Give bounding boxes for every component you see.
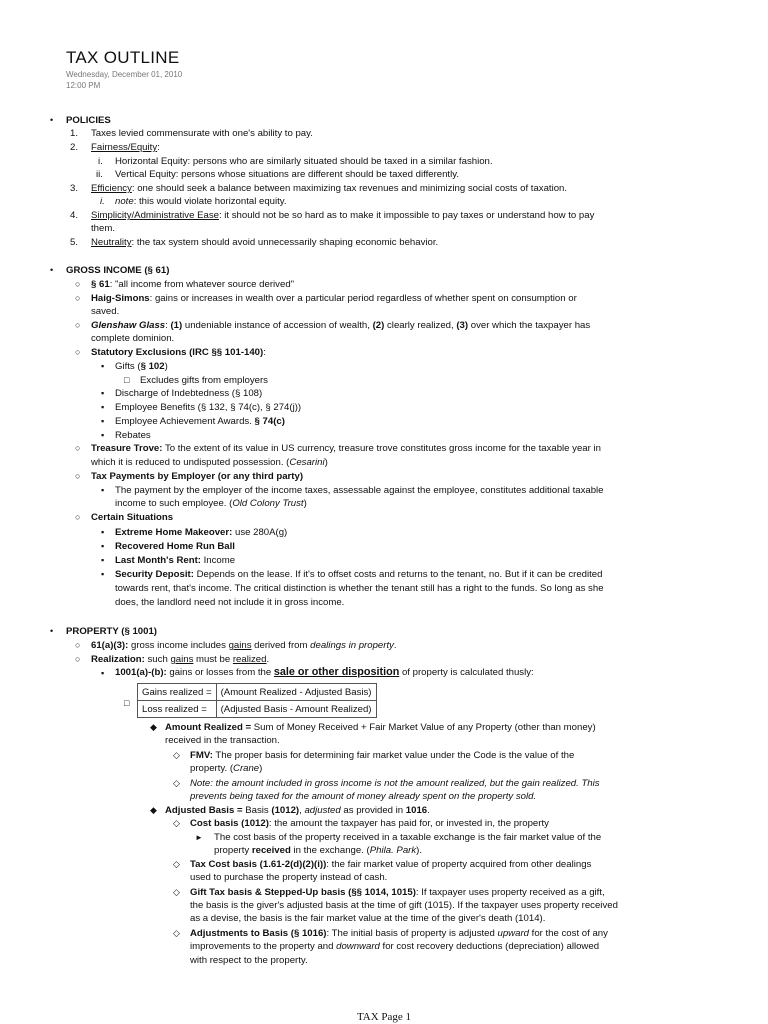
open-diamond-bullet-icon: ◇ <box>173 750 180 760</box>
property-item-61a3: 61(a)(3): gross income includes gains derived from dealings in property. <box>91 640 397 651</box>
situation-home-run-ball: Recovered Home Run Ball <box>115 541 235 552</box>
gross-item-certain-situations: Certain Situations <box>91 512 174 523</box>
policy-item-3a: note: this would violate horizontal equity. <box>115 196 287 207</box>
square-bullet-icon: ▪ <box>101 402 105 412</box>
circle-bullet-icon: ○ <box>75 293 81 303</box>
note-line-1: Note: the amount included in gross income is not the amount realized, but the gain realized. This <box>190 778 600 789</box>
gross-item-s61: § 61: "all income from whatever source derived" <box>91 279 295 290</box>
situation-extreme-makeover: Extreme Home Makeover: use 280A(g) <box>115 527 288 538</box>
tax-cost-basis-cont: used to purchase the property instead of cash. <box>190 872 388 883</box>
bullet-icon: • <box>50 265 54 275</box>
bullet-icon: • <box>50 626 54 636</box>
list-number: 2. <box>70 142 79 153</box>
diamond-bullet-icon: ◆ <box>150 722 157 732</box>
gross-item-treasure-trove: Treasure Trove: To the extent of its value in US currency, treasure trove constitutes gross income for the taxable year in <box>91 443 601 454</box>
list-number: i. <box>98 156 103 167</box>
circle-bullet-icon: ○ <box>75 279 81 289</box>
policy-item-5: Neutrality: the tax system should avoid unnecessarily shaping economic behavior. <box>91 237 439 248</box>
circle-bullet-icon: ○ <box>75 654 81 664</box>
policy-item-2a: Horizontal Equity: persons who are similarly situated should be taxed in a similar fashion. <box>115 156 493 167</box>
circle-bullet-icon: ○ <box>75 320 81 330</box>
list-number: 3. <box>70 183 79 194</box>
gross-item-glenshaw-glass: Glenshaw Glass: (1) undeniable instance of accession of wealth, (2) clearly realized, (3) over which the taxpayer has <box>91 320 591 331</box>
square-bullet-icon: ▪ <box>101 388 105 398</box>
open-diamond-bullet-icon: ◇ <box>173 859 180 869</box>
section-heading-policies: POLICIES <box>66 115 111 126</box>
page-time: 12:00 PM <box>66 81 101 90</box>
gross-item-statutory-exclusions: Statutory Exclusions (IRC §§ 101-140): <box>91 347 266 358</box>
gift-tax-basis-cont2: as a devise, the basis is the fair market value at the time of the giver's death (1014). <box>190 913 546 924</box>
checkbox-icon: □ <box>124 698 130 708</box>
cost-basis-sub-cont: property received in the exchange. (Phila. Park). <box>214 845 423 856</box>
square-bullet-icon: ▪ <box>101 569 105 579</box>
gross-item-glenshaw-glass-cont: complete dominion. <box>91 333 175 344</box>
open-diamond-bullet-icon: ◇ <box>173 887 180 897</box>
situation-security-deposit: Security Deposit: Depends on the lease. If it's to offset costs and returns to the tenant, no. But if it can be credited <box>115 569 603 580</box>
adjustments-to-basis-cont1: improvements to the property and downward for cost recovery deductions (depreciation) allowed <box>190 941 600 952</box>
circle-bullet-icon: ○ <box>75 443 81 453</box>
square-bullet-icon: ▪ <box>101 430 105 440</box>
arrow-bullet-icon: ► <box>195 833 203 842</box>
amount-realized: Amount Realized = Sum of Money Received + Fair Market Value of any Property (other than money) <box>165 722 596 733</box>
situation-security-deposit-cont2: does, the landlord need not include it in gross income. <box>115 597 345 608</box>
policy-item-1: Taxes levied commensurate with one's ability to pay. <box>91 128 313 139</box>
circle-bullet-icon: ○ <box>75 640 81 650</box>
property-item-1001: 1001(a)-(b): gains or losses from the sale or other disposition of property is calculated thusly: <box>115 666 534 678</box>
list-number: 5. <box>70 237 79 248</box>
note-line-2: prevents being taxed for the amount of money already spent on the property sold. <box>190 791 537 802</box>
table-row <box>138 684 377 701</box>
adjustments-to-basis-cont2: with respect to the property. <box>190 955 308 966</box>
table-cell: (Amount Realized - Adjusted Basis) <box>216 684 376 701</box>
exclusion-employee-benefits: Employee Benefits (§ 132, § 74(c), § 274(j)) <box>115 402 302 413</box>
exclusion-achievement-awards: Employee Achievement Awards. § 74(c) <box>115 416 285 427</box>
square-bullet-icon: ▪ <box>101 416 105 426</box>
exclusion-gifts: Gifts (§ 102) <box>115 361 168 372</box>
gross-item-haig-simons-cont: saved. <box>91 306 120 317</box>
policy-item-4: Simplicity/Administrative Ease: it should not be so hard as to make it impossible to pay taxes or understand how to pay <box>91 210 595 221</box>
square-bullet-icon: ▪ <box>101 541 105 551</box>
page-footer: TAX Page 1 <box>356 1011 412 1023</box>
policy-item-3: Efficiency: one should seek a balance between maximizing tax revenues and minimizing social costs of taxation. <box>91 183 568 194</box>
policy-item-2: Fairness/Equity: <box>91 142 160 153</box>
amount-realized-cont: received in the transaction. <box>165 735 280 746</box>
gross-item-tax-payments: Tax Payments by Employer (or any third party) <box>91 471 304 482</box>
cost-basis-sub: The cost basis of the property received in a taxable exchange is the fair market value of the <box>214 832 602 843</box>
table-cell: (Adjusted Basis - Amount Realized) <box>216 701 376 718</box>
open-diamond-bullet-icon: ◇ <box>173 928 180 938</box>
adjusted-basis: Adjusted Basis = Basis (1012), adjusted as provided in 1016. <box>165 805 430 816</box>
situation-last-month-rent: Last Month's Rent: Income <box>115 555 236 566</box>
policy-item-4-cont: them. <box>91 223 115 234</box>
gain-loss-table <box>137 683 377 718</box>
section-heading-gross-income: GROSS INCOME (§ 61) <box>66 265 170 276</box>
property-item-realization: Realization: such gains must be realized. <box>91 654 270 665</box>
square-bullet-icon: ▪ <box>101 668 105 678</box>
page-title: TAX OUTLINE <box>66 48 180 67</box>
exclusion-discharge: Discharge of Indebtedness (§ 108) <box>115 388 263 399</box>
gift-tax-basis-cont1: the basis is the giver's adjusted basis at the time of gift (1015). If the taxpayer uses property received <box>190 900 618 911</box>
square-bullet-icon: ▪ <box>101 361 105 371</box>
table-row <box>138 701 377 718</box>
cost-basis: Cost basis (1012): the amount the taxpayer has paid for, or invested in, the property <box>190 818 549 829</box>
list-number: 4. <box>70 210 79 221</box>
table-cell: Gains realized = <box>138 684 217 701</box>
tax-cost-basis: Tax Cost basis (1.61-2(d)(2)(i)): the fair market value of property acquired from other dealings <box>190 859 592 870</box>
section-heading-property: PROPERTY (§ 1001) <box>66 626 157 637</box>
square-bullet-icon: ▪ <box>101 527 105 537</box>
gross-item-haig-simons: Haig-Simons: gains or increases in wealth over a particular period regardless of whether spent on consumption or <box>91 293 577 304</box>
situation-security-deposit-cont1: towards rent, that's income. The critical distinction is whether the tenant still has a right to the funds. So long as she <box>115 583 604 594</box>
tax-payments-sub: The payment by the employer of the income taxes, assessable against the employee, constitutes additional taxable <box>115 485 604 496</box>
gift-tax-basis: Gift Tax basis & Stepped-Up basis (§§ 1014, 1015): If taxpayer uses property received as a gift, <box>190 887 605 898</box>
adjustments-to-basis: Adjustments to Basis (§ 1016): The initial basis of property is adjusted upward for the cost of any <box>190 928 608 939</box>
exclusion-gifts-sub: Excludes gifts from employers <box>140 375 268 386</box>
diamond-bullet-icon: ◆ <box>150 805 157 815</box>
policy-item-2b: Vertical Equity: persons whose situations are different should be taxed differently. <box>115 169 459 180</box>
open-diamond-bullet-icon: ◇ <box>173 818 180 828</box>
exclusion-rebates: Rebates <box>115 430 151 441</box>
open-diamond-bullet-icon: ◇ <box>173 778 180 788</box>
circle-bullet-icon: ○ <box>75 512 81 522</box>
bullet-icon: • <box>50 115 54 125</box>
page-date: Wednesday, December 01, 2010 <box>66 70 183 79</box>
square-bullet-icon: ▪ <box>101 555 105 565</box>
list-number: ii. <box>96 169 103 180</box>
list-number: i. <box>100 196 105 207</box>
checkbox-icon: □ <box>124 375 130 385</box>
list-number: 1. <box>70 128 79 139</box>
circle-bullet-icon: ○ <box>75 471 81 481</box>
square-bullet-icon: ▪ <box>101 485 105 495</box>
fmv-item: FMV: The proper basis for determining fair market value under the Code is the value of the <box>190 750 575 761</box>
gross-item-treasure-trove-cont: which it is reduced to undisputed possession. (Cesarini) <box>91 457 328 468</box>
table-cell: Loss realized = <box>138 701 217 718</box>
fmv-item-cont: property. (Crane) <box>190 763 263 774</box>
tax-payments-sub-cont: income to such employee. (Old Colony Trust) <box>115 498 307 509</box>
circle-bullet-icon: ○ <box>75 347 81 357</box>
